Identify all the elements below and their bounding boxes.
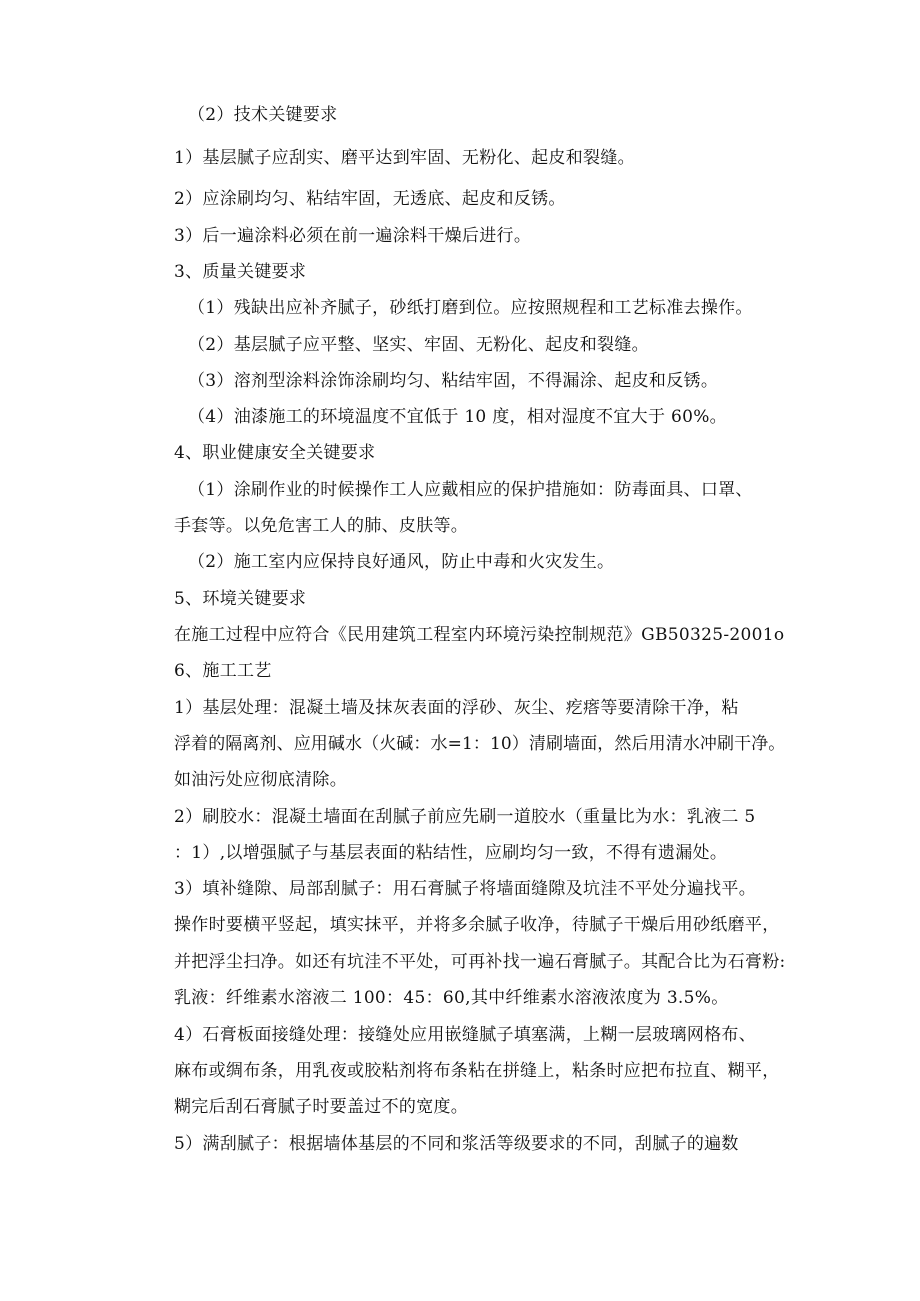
paragraph-line: （1）残缺出应补齐腻子，砂纸打磨到位。应按照规程和工艺标准去操作。: [188, 298, 753, 318]
paragraph-line: 手套等。以免危害工人的肺、皮肤等。: [174, 516, 469, 536]
paragraph-line: 如油污处应彻底清除。: [174, 770, 347, 790]
paragraph-line: 乳液：纤维素水溶液二 100：45：60,其中纤维素水溶液浓度为 3.5%。: [174, 988, 729, 1008]
paragraph-line: 糊完后刮石膏腻子时要盖过不的宽度。: [174, 1097, 469, 1117]
paragraph-line: 5）满刮腻子：根据墙体基层的不同和浆活等级要求的不同，刮腻子的遍数: [174, 1134, 739, 1154]
paragraph-line: （2）基层腻子应平整、坚实、牢固、无粉化、起皮和裂缝。: [188, 335, 649, 355]
heading-health-safety-requirements: 4、职业健康安全关键要求: [174, 443, 376, 463]
paragraph-line: ：1）,以增强腻子与基层表面的粘结性，应刷均匀一致，不得有遗漏处。: [174, 843, 728, 863]
paragraph-line: 浮着的隔离剂、应用碱水（火碱：水=1：10）清刷墙面，然后用清水冲刷干净。: [174, 734, 786, 754]
paragraph-line: 2）应涂刷均匀、粘结牢固，无透底、起皮和反锈。: [174, 189, 566, 209]
paragraph-line: 3）后一遍涂料必须在前一遍涂料干燥后进行。: [174, 226, 532, 246]
paragraph-line: （2）施工室内应保持良好通风，防止中毒和火灾发生。: [188, 552, 615, 572]
heading-quality-requirements: 3、质量关键要求: [174, 262, 307, 282]
paragraph-line: 1）基层处理：混凝土墙及抹灰表面的浮砂、灰尘、疙瘩等要清除干净，粘: [174, 698, 739, 718]
paragraph-line: （4）油漆施工的环境温度不宜低于 10 度，相对湿度不宜大于 60%。: [188, 407, 727, 427]
paragraph-line: （1）涂刷作业的时候操作工人应戴相应的保护措施如：防毒面具、口罩、: [188, 480, 753, 500]
paragraph-line: 在施工过程中应符合《民用建筑工程室内环境污染控制规范》GB50325-2001o: [174, 625, 785, 645]
paragraph-line: （3）溶剂型涂料涂饰涂刷均匀、粘结牢固，不得漏涂、起皮和反锈。: [188, 371, 719, 391]
heading-technical-requirements: （2）技术关键要求: [188, 105, 338, 125]
paragraph-line: 操作时要横平竖起，填实抹平，并将多余腻子收净，待腻子干燥后用砂纸磨平，: [174, 915, 780, 935]
paragraph-line: 1）基层腻子应刮实、磨平达到牢固、无粉化、起皮和裂缝。: [174, 148, 635, 168]
paragraph-line: 并把浮尘扫净。如还有坑洼不平处，可再补找一遍石膏腻子。其配合比为石膏粉:: [174, 952, 786, 972]
heading-environment-requirements: 5、环境关键要求: [174, 589, 307, 609]
heading-construction-process: 6、施工工艺: [174, 661, 272, 681]
paragraph-line: 4）石膏板面接缝处理：接缝处应用嵌缝腻子填塞满，上糊一层玻璃网格布、: [174, 1025, 757, 1045]
paragraph-line: 2）刷胶水：混凝土墙面在刮腻子前应先刷一道胶水（重量比为水：乳液二 5: [174, 807, 756, 827]
paragraph-line: 麻布或绸布条，用乳夜或胶粘剂将布条粘在拼缝上，粘条时应把布拉直、糊平，: [174, 1061, 780, 1081]
paragraph-line: 3）填补缝隙、局部刮腻子：用石膏腻子将墙面缝隙及坑洼不平处分遍找平。: [174, 879, 757, 899]
